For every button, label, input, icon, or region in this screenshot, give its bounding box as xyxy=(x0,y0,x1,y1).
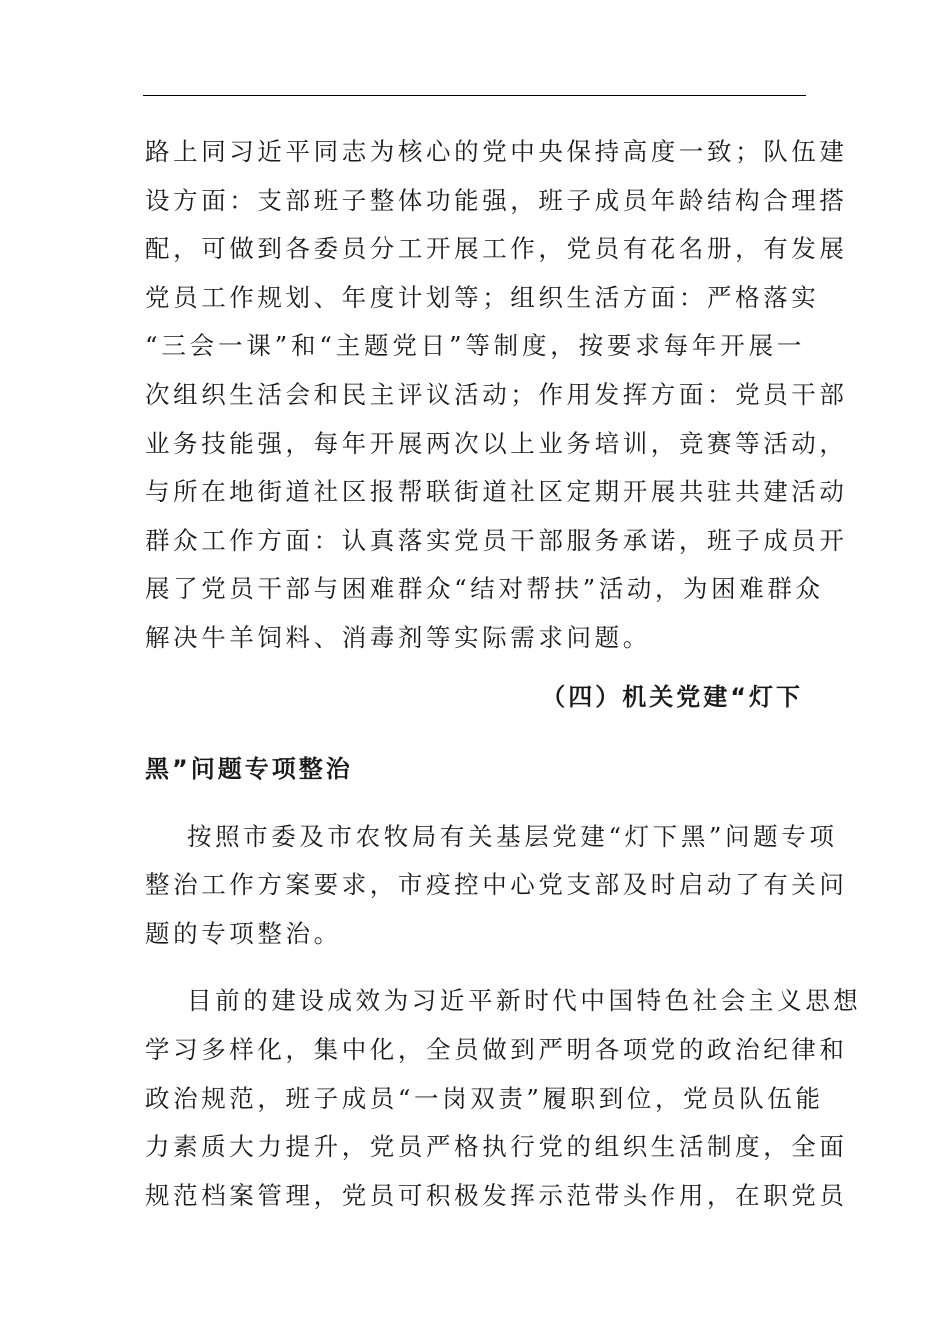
text-line: 路上同习近平同志为核心的党中央保持高度一致；队伍建 xyxy=(145,137,848,166)
text-line: 设方面：支部班子整体功能强，班子成员年龄结构合理搭 xyxy=(145,185,848,215)
text-line: 按照市委及市农牧局有关基层党建“灯下黑”问题专项 xyxy=(187,821,838,851)
text-line: “三会一课”和“主题党日”等制度，按要求每年开展一 xyxy=(145,331,805,361)
paragraph xyxy=(145,977,862,1220)
section-heading: （四）机关党建“灯下 xyxy=(541,682,803,711)
document-body xyxy=(145,128,862,1220)
text-line: 规范档案管理，党员可积极发挥示范带头作用，在职党员 xyxy=(145,1180,848,1210)
text-line: 题的专项整治。 xyxy=(145,918,342,948)
text-line: 党员工作规划、年度计划等；组织生活方面：严格落实 xyxy=(145,282,820,312)
text-line: 目前的建设成效为习近平新时代中国特色社会主义思想 xyxy=(187,986,862,1016)
text-line: 群众工作方面：认真落实党员干部服务承诺，班子成员开 xyxy=(145,525,848,555)
paragraph-continued xyxy=(145,128,848,663)
text-line: 整治工作方案要求，市疫控中心党支部及时启动了有关问 xyxy=(145,870,848,900)
text-line: 与所在地街道社区报帮联街道社区定期开展共驻共建活动 xyxy=(145,477,848,507)
text-line: 学习多样化，集中化，全员做到严明各项党的政治纪律和 xyxy=(145,1034,848,1064)
header-rule xyxy=(143,95,806,96)
text-line: 解决牛羊饲料、消毒剂等实际需求问题。 xyxy=(145,622,651,652)
text-line: 政治规范，班子成员“一岗双责”履职到位，党员队伍能 xyxy=(145,1083,824,1113)
text-line: 展了党员干部与困难群众“结对帮扶”活动，为困难群众 xyxy=(145,574,824,604)
section-heading-continued: 黑”问题专项整治 xyxy=(145,754,353,783)
text-line: 业务技能强，每年开展两次以上业务培训，竞赛等活动， xyxy=(145,428,848,458)
text-line: 次组织生活会和民主评议活动；作用发挥方面：党员干部 xyxy=(145,379,848,409)
text-line: 配，可做到各委员分工开展工作，党员有花名册，有发展 xyxy=(145,234,848,264)
paragraph xyxy=(145,813,848,959)
text-line: 力素质大力提升，党员严格执行党的组织生活制度，全面 xyxy=(145,1132,848,1162)
